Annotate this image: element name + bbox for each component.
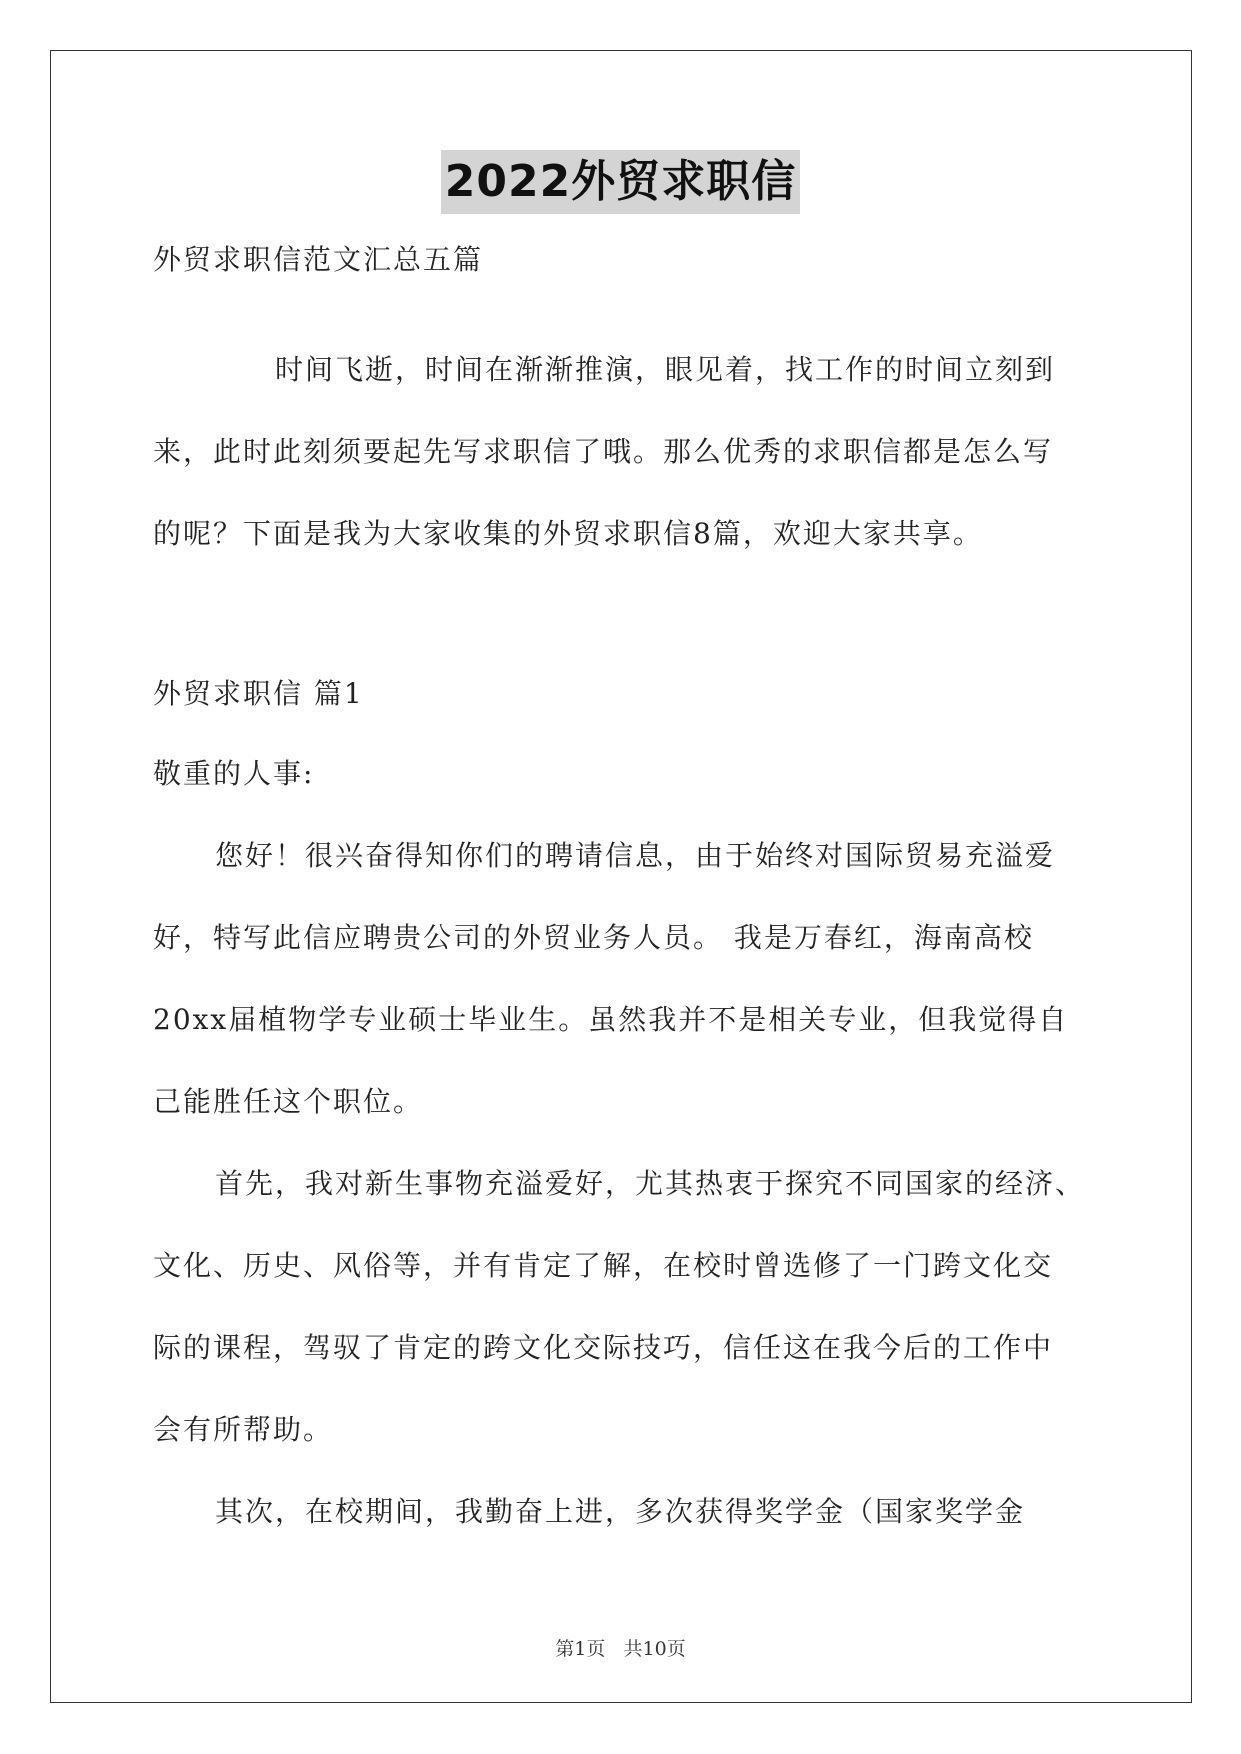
page-footer [0,1634,1241,1661]
subtitle-line: 外贸求职信范文汇总五篇 [153,243,484,276]
paragraph-line: 您好！很兴奋得知你们的聘请信息，由于始终对国际贸易充溢爱 [215,839,1056,872]
paragraph-line: 20xx届植物学专业硕士毕业生。虽然我并不是相关专业，但我觉得自 [153,1003,1069,1036]
paragraph-line: 首先，我对新生事物充溢爱好，尤其热衷于探究不同国家的经济、 [215,1167,1086,1200]
paragraph-line: 好，特写此信应聘贵公司的外贸业务人员。 我是万春红，海南高校 [153,921,1034,954]
paragraph-line: 其次，在校期间，我勤奋上进，多次获得奖学金（国家奖学金 [215,1495,1026,1528]
salutation: 敬重的人事: [153,757,315,790]
paragraph-line: 际的课程，驾驭了肯定的跨文化交际技巧，信任这在我今后的工作中 [153,1331,1054,1364]
paragraph-line: 会有所帮助。 [153,1413,334,1446]
paragraph-line: 来，此时此刻须要起先写求职信了哦。那么优秀的求职信都是怎么写 [153,435,1054,468]
title-container [0,150,1241,214]
paragraph-line: 的呢？下面是我为大家收集的外贸求职信8篇，欢迎大家共享。 [153,517,983,550]
page-border [50,50,1192,1703]
document-title: 2022外贸求职信 [441,150,800,214]
page-total: 共10页 [623,1638,686,1660]
paragraph-line: 文化、历史、风俗等，并有肯定了解，在校时曾选修了一门跨文化交 [153,1249,1054,1282]
section-heading: 外贸求职信 篇1 [153,677,364,710]
paragraph-line: 己能胜任这个职位。 [153,1085,424,1118]
paragraph-line: 时间飞逝，时间在渐渐推演，眼见着，找工作的时间立刻到 [275,353,1056,386]
page-number: 第1页 [555,1638,606,1660]
